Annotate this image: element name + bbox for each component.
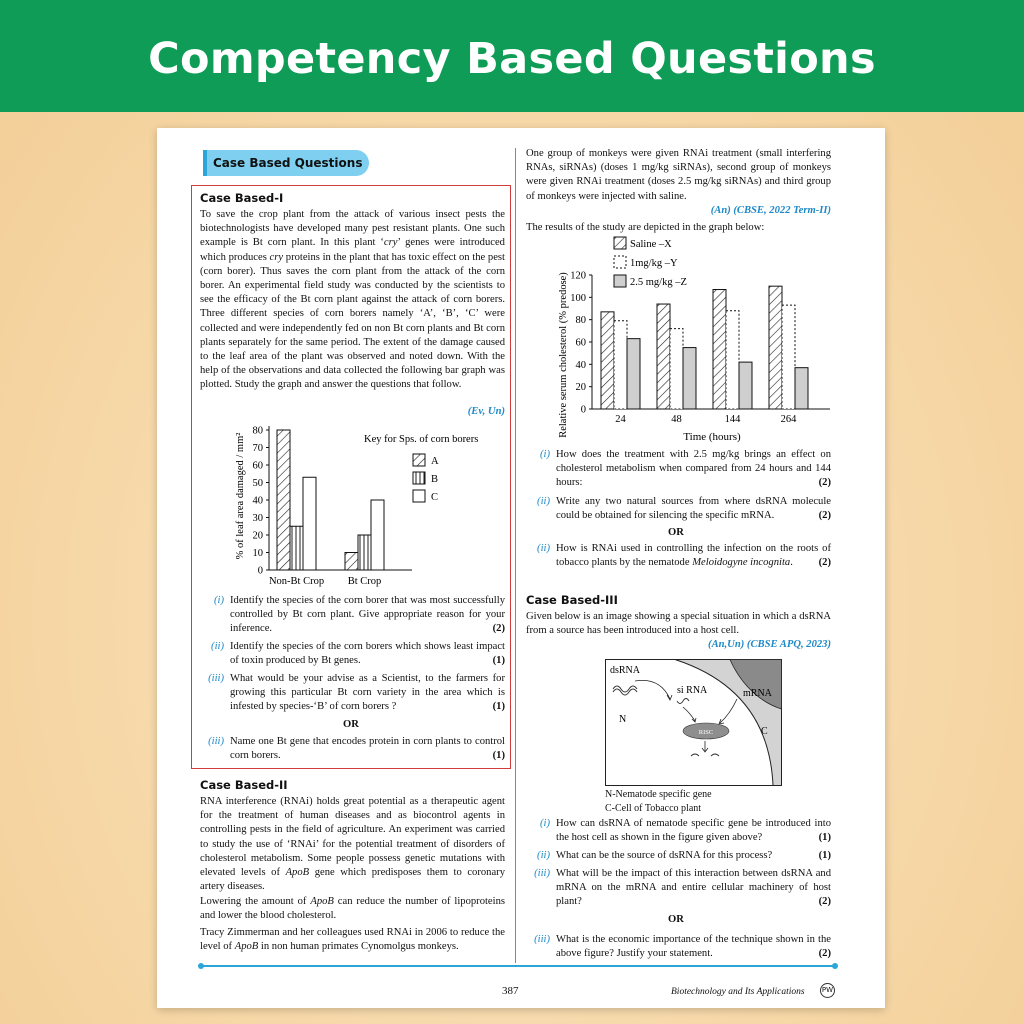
chart1-tick-label: 40 <box>252 495 263 507</box>
chart1-bar-a <box>345 553 358 571</box>
chart2-category-label: 264 <box>780 414 797 425</box>
title-banner <box>0 0 1024 112</box>
question-item <box>526 495 831 525</box>
chart2-category-label: 48 <box>671 414 682 425</box>
chart1-legend-swatch <box>413 490 425 502</box>
section-title: Case Based Questions <box>203 150 369 176</box>
chart1-tick-label: 30 <box>252 513 263 524</box>
question-text: Identify the species of the corn borers which shows least impact of toxin produced by Bt genes. <box>230 641 505 667</box>
chart1-tick-label: 50 <box>252 478 263 489</box>
case2-p3: Tracy Zimmerman and her colleagues used RNAi in 2006 to reduce the level of ApoB in non human primates Cynomolgus monkeys. <box>200 927 505 953</box>
question-marks: (2) <box>818 896 831 908</box>
question-item <box>526 817 831 847</box>
caption-n: N-Nematode specific gene <box>605 789 712 800</box>
chart1-legend-label: A <box>431 456 439 467</box>
question-marks: (2) <box>818 948 831 960</box>
chart1-tick-label: 60 <box>252 460 263 472</box>
risc-label: RISC <box>698 729 714 736</box>
chart1-tick-label: 70 <box>252 443 263 454</box>
case2-p2: Lowering the amount of ApoB can reduce the number of lipoproteins and lower the blood cholesterol. <box>200 896 506 922</box>
chart2-bar-series1 <box>713 290 726 409</box>
chart1-category-label: Bt Crop <box>347 576 382 587</box>
chart1-bar-a <box>277 430 290 570</box>
case2-ref: (An) (CBSE, 2022 Term-II) <box>710 205 831 216</box>
question-number: (ii) <box>537 850 550 861</box>
page-number: 387 <box>502 985 519 997</box>
question-item <box>526 933 831 963</box>
rnai-diagram <box>605 659 783 787</box>
case2-p4: One group of monkeys were given RNAi treatment (small interfering RNAs, siRNAs) (doses 1 mg/kg siRNAs), second group of monkeys were given RNAi treatment (doses 2.5 mg/kg siRNAs) and third group of monkeys were injected with saline. <box>526 148 831 202</box>
chart2-bar-series1 <box>601 312 614 409</box>
question-marks: (2) <box>818 510 831 522</box>
question-marks: (1) <box>492 701 505 713</box>
chart2-legend-swatch <box>614 256 626 268</box>
chart1-category-label: Non-Bt Crop <box>268 576 325 587</box>
chart1-y-label: % of leaf area damaged / mm² <box>235 432 246 560</box>
question-item <box>200 640 505 670</box>
chart2-bar-series3 <box>795 368 808 409</box>
question-marks: (2) <box>818 477 831 489</box>
chart2-tick-label: 120 <box>570 270 586 282</box>
caption-c: C-Cell of Tobacco plant <box>605 803 702 814</box>
case3-ref: (An,Un) (CBSE APQ, 2023) <box>708 639 831 650</box>
chart2-tick-label: 40 <box>575 359 586 371</box>
chart1-legend-label: B <box>431 474 439 485</box>
question-number: (iii) <box>534 868 550 879</box>
case3-heading: Case Based-III <box>526 593 618 607</box>
question-marks: (2) <box>492 623 505 635</box>
chart2-bar-series2 <box>726 311 739 409</box>
chart1-bar-c <box>303 477 316 570</box>
chart2-tick-label: 100 <box>570 292 586 304</box>
question-marks: (1) <box>818 832 831 844</box>
question-text: How can dsRNA of nematode specific gene be introduced into the host cell as shown in the figure given above? <box>556 818 831 844</box>
c-label: C <box>761 726 768 737</box>
sirna-label: si RNA <box>677 685 708 696</box>
chart2-bar-series2 <box>782 305 795 409</box>
chapter-title: Biotechnology and Its Applications <box>671 987 805 997</box>
question-marks: (1) <box>492 750 505 762</box>
question-number: (ii) <box>211 641 224 652</box>
case1-ref: (Ev, Un) <box>467 406 505 417</box>
chart2-tick-label: 60 <box>575 337 586 349</box>
question-number: (iii) <box>208 736 224 747</box>
cholesterol-chart <box>552 233 842 448</box>
chart2-category-label: 24 <box>615 414 626 425</box>
question-item <box>526 867 831 911</box>
chart2-tick-label: 0 <box>580 404 586 416</box>
case3-or: OR <box>668 914 684 925</box>
question-number: (iii) <box>208 673 224 684</box>
chart1-tick-label: 0 <box>257 565 263 577</box>
chart2-bar-series1 <box>657 304 670 409</box>
question-marks: (2) <box>818 557 831 569</box>
question-number: (i) <box>540 818 550 829</box>
case3-paragraph: Given below is an image showing a special situation in which a dsRNA from a source has been introduced into a host cell. <box>526 611 831 637</box>
chart1-tick-label: 80 <box>252 425 263 437</box>
chart2-tick-label: 20 <box>575 382 586 394</box>
chart1-bar-b <box>290 526 303 570</box>
case2-heading: Case Based-II <box>200 778 288 792</box>
chart2-bar-series3 <box>627 339 640 409</box>
question-item <box>200 735 505 765</box>
question-number: (i) <box>214 595 224 606</box>
chart1-legend-title: Key for Sps. of corn borers <box>364 434 479 445</box>
case1-paragraph <box>200 208 505 393</box>
question-item <box>526 542 831 586</box>
question-number: (i) <box>540 449 550 460</box>
bottom-rule <box>201 965 835 967</box>
publisher-logo: PW <box>820 983 835 998</box>
chart2-bar-series2 <box>670 329 683 409</box>
column-divider <box>515 148 516 963</box>
chart2-legend-label: 2.5 mg/kg –Z <box>630 277 687 288</box>
mrna-label: mRNA <box>743 688 772 699</box>
chart2-bar-series3 <box>739 362 752 409</box>
chart2-bar-series3 <box>683 348 696 409</box>
chart2-legend-label: Saline –X <box>630 239 672 250</box>
case2-p5: The results of the study are depicted in the graph below: <box>526 222 765 233</box>
question-text: How is RNAi used in controlling the infection on the roots of tobacco plants by the nematode Meloidogyne incognita. <box>556 543 831 569</box>
case1-heading: Case Based-I <box>200 191 284 205</box>
question-text: What will be the impact of this interaction between dsRNA and mRNA on the mRNA and entire cellular machinery of host plant? <box>556 868 831 908</box>
case2-or: OR <box>668 527 684 538</box>
question-marks: (1) <box>818 850 831 861</box>
question-text: What is the economic importance of the technique shown in the above figure? Justify your statement. <box>556 934 831 960</box>
corn-borer-chart <box>227 418 507 593</box>
banner-title: Competency Based Questions <box>148 34 876 84</box>
question-number: (ii) <box>537 543 550 554</box>
chart2-legend-swatch <box>614 275 626 287</box>
question-number: (iii) <box>534 934 550 945</box>
question-item <box>200 672 505 716</box>
question-item <box>526 448 831 492</box>
dsrna-label: dsRNA <box>610 665 641 676</box>
question-text: Name one Bt gene that encodes protein in corn plants to control corn borers. <box>230 736 505 762</box>
question-text: Identify the species of the corn borer that was most successfully controlled by Bt corn plant. Give appropriate reason for your inference. <box>230 595 505 635</box>
chart2-tick-label: 80 <box>575 315 586 327</box>
question-text: What can be the source of dsRNA for this process? <box>556 850 773 861</box>
case1-text: To save the crop plant from the attack of various insect pests the biotechnologists have developed many pest resistant plants. One such example is Bt corn plant. In this plant ‘cry’ genes were introduced which produces cry proteins in the plant that has toxic effect on the pest (corn borer). Thus saves the corn plant from the attack of the corn borer. An experimental field study was conducted by the scientists to see the efficacy of the Bt corn plant against the attack of corn borers. Three different species of corn borers namely ‘A’, ‘B’, ‘C’ were collected and were independently fed on non Bt corn plants and Bt corn plants separately for the same period. The extent of the damage caused to the leaf area of the plant was observed and noted down. With the help of the observations and data collected the following bar graph was plotted. Study the graph and answer the questions that follow. <box>200 209 505 391</box>
chart1-legend-swatch <box>413 454 425 466</box>
chart1-tick-label: 20 <box>252 530 263 542</box>
n-label: N <box>619 714 627 725</box>
case1-or: OR <box>343 719 359 730</box>
chart2-bar-series1 <box>769 286 782 409</box>
chart2-category-label: 144 <box>724 414 741 425</box>
book-page <box>157 128 885 1008</box>
question-marks: (1) <box>492 655 505 667</box>
chart2-y-label: Relative serum cholesterol (% predose) <box>558 272 569 438</box>
case2-p1: RNA interference (RNAi) holds great potential as a therapeutic agent for the treatment of human diseases and as biocontrol agents in controlling pests in the field of agriculture. An experiment was carried to study the use of ‘RNAi’ for the potential treatment of disorders of cholesterol metabolism. Some people possess genetic mutations with elevated levels of ApoB gene which predisposes them to coronary artery diseases. <box>200 796 505 893</box>
chart1-bar-c <box>371 500 384 570</box>
chart2-bar-series2 <box>614 321 627 409</box>
question-item <box>200 594 505 638</box>
chart1-legend-label: C <box>431 492 439 503</box>
question-item <box>526 849 831 865</box>
question-number: (ii) <box>537 496 550 507</box>
question-text: Write any two natural sources from where dsRNA molecule could be obtained for silencing the specific mRNA. <box>556 496 831 522</box>
question-text: How does the treatment with 2.5 mg/kg brings an effect on cholesterol metabolism when compared from 24 hours and 144 hours: <box>556 449 831 489</box>
chart1-bar-b <box>358 535 371 570</box>
chart2-legend-label: 1mg/kg –Y <box>630 258 678 269</box>
chart1-tick-label: 10 <box>252 548 263 559</box>
chart2-x-label: Time (hours) <box>683 431 741 443</box>
chart1-legend-swatch <box>413 472 425 484</box>
question-text: What would be your advise as a Scientist, to the farmers for growing this particular Bt corn variety in the area which is infested by species-‘B’ of corn borers ? <box>230 673 505 713</box>
chart2-legend-swatch <box>614 237 626 249</box>
